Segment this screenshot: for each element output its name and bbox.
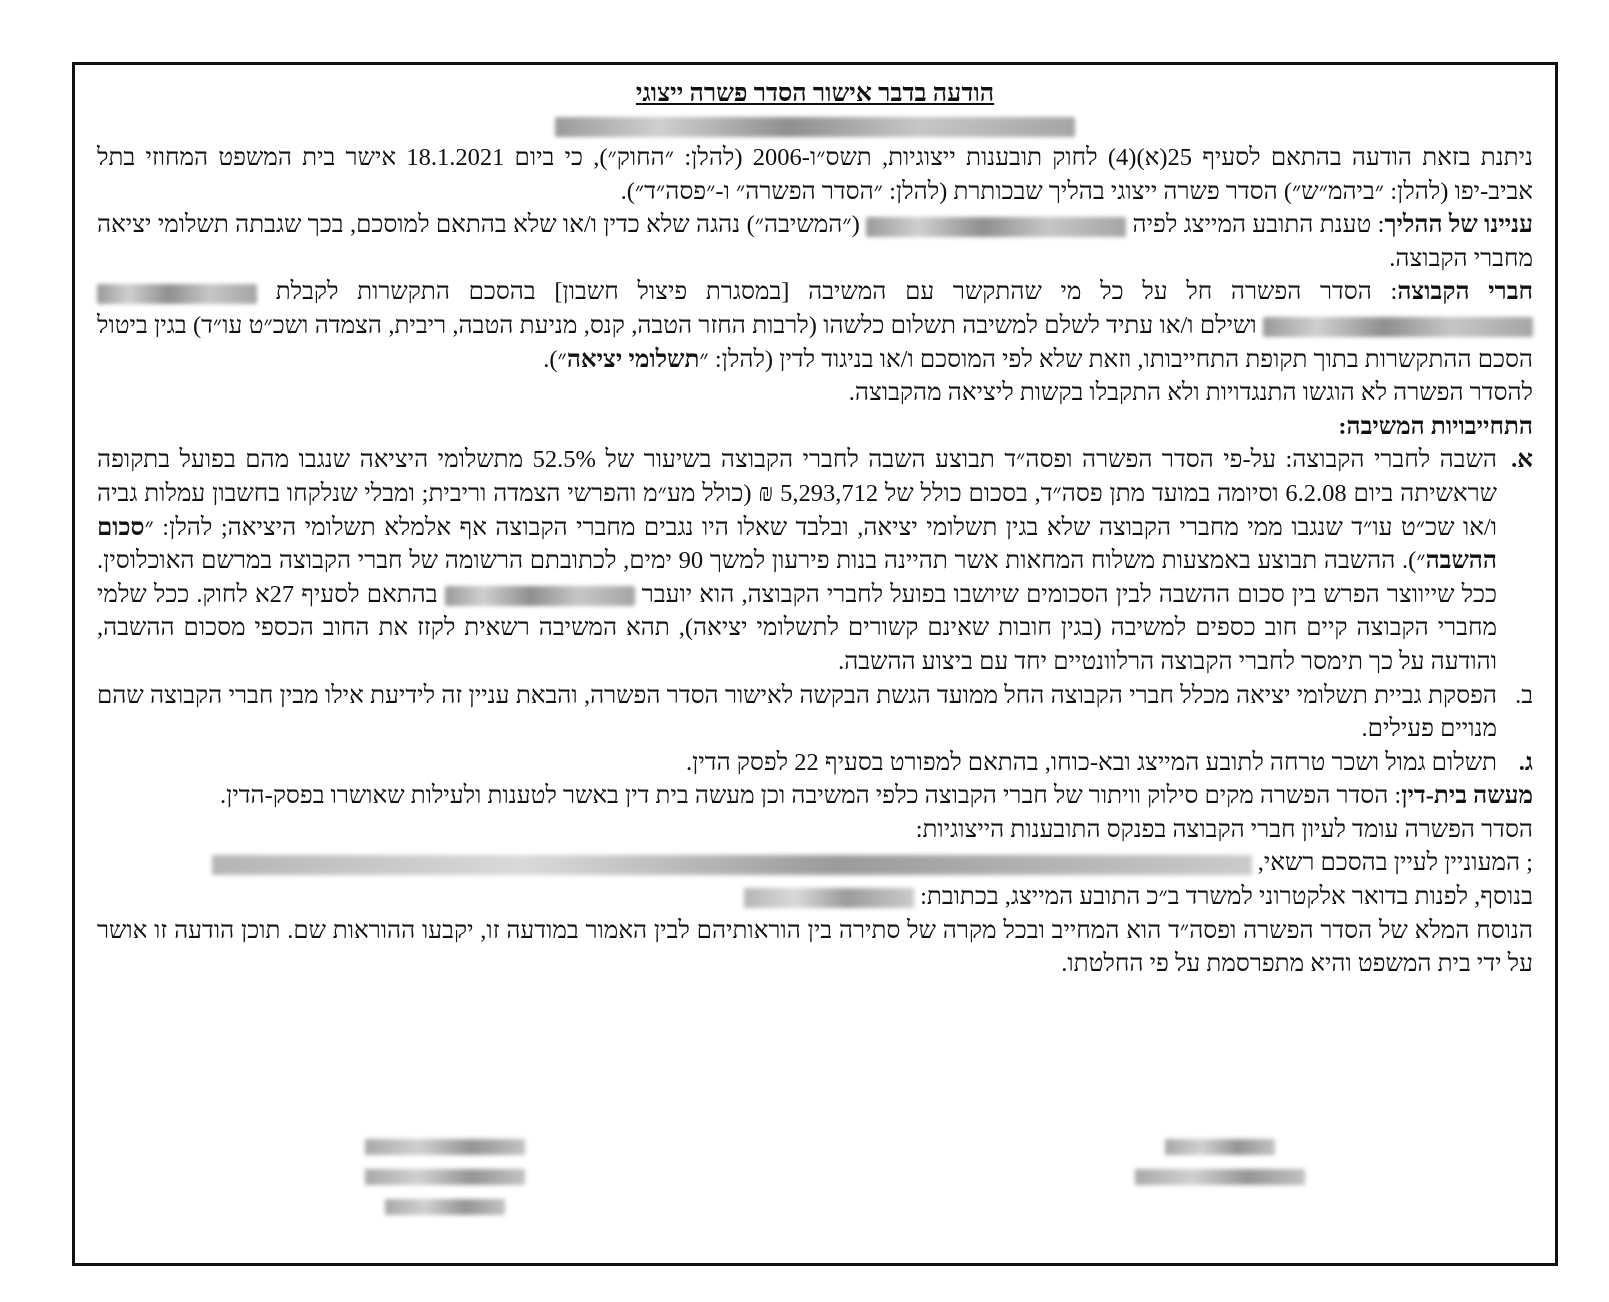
obligation-item-b (97, 679, 1533, 746)
group-text-b: ושילם ו/או עתיד לשלם למשיבה תשלום כלשהו (לרבות החזר הטבה, קנס, מניעת הטבה, ריבית, הצמדה ושכ״ט עו״ד) בגין ביטול הסכם ההתקשרות בתוך תקופת התחייבותו, וזאת שלא לפי המוסכם ו/או בניגוד לדין (להלן: ״ (97, 311, 1533, 373)
email-paragraph (97, 880, 1533, 914)
item-c-marker: ג. (1518, 748, 1533, 776)
redaction-email-address (744, 888, 914, 908)
subject-label: עניינו של ההליך (1384, 211, 1534, 239)
group-paragraph (97, 275, 1533, 376)
res-judicata-label: מעשה בית-דין (1401, 782, 1533, 810)
redaction-fund-name (445, 586, 635, 606)
item-a-term: סכום ההשבה (97, 513, 1497, 575)
interested-line: ; המעוניין לעיין בהסכם רשאי, (1257, 849, 1533, 877)
redaction-signature-right-1 (1165, 1139, 1275, 1155)
signature-block-left (365, 1139, 525, 1215)
registry-paragraph: הסדר הפשרה עומד לעיון חברי הקבוצה בפנקס התובענות הייצוגיות: (915, 815, 1533, 843)
case-caption-redacted (97, 111, 1533, 141)
no-objections-paragraph: להסדר הפשרה לא הוגשו התנגדויות ולא התקבלו בקשות ליציאה מהקבוצה. (848, 379, 1533, 407)
subject-paragraph (97, 208, 1533, 275)
item-a-text-3: בהתאם לסעיף 27א לחוק. ככל שלמי מחברי הקבוצה קיים חוב כספים למשיבה (בגין חובות שאינם קשורים לתשלומי יציאה), תהא המשיבה רשאית לקזז את החוב הכספי מסכום ההשבה, והודעה על כך תימסר לחברי הקבוצה הרלוונטיים יחד עם ביצוע ההשבה. (97, 580, 1497, 675)
item-b-text: הפסקת גביית תשלומי יציאה מכלל חברי הקבוצה החל ממועד הגשת הבקשה לאישור הסדר הפשרה, והבאת עניין זה לידיעת אילו מבין חברי הקבוצה שהם מנויים פעילים. (97, 681, 1497, 743)
res-judicata-paragraph (97, 779, 1533, 813)
group-text-a: : הסדר הפשרה חל על כל מי שהתקשר עם המשיבה [במסגרת פיצול חשבון] בהסכם התקשרות לקבלת (275, 278, 1398, 306)
redaction-signature-left-3 (385, 1199, 505, 1215)
redaction-registry-url (212, 855, 1252, 875)
redaction-signature-left-1 (365, 1139, 525, 1155)
email-line: בנוסף, לפנות בדואר אלקטרוני למשרד ב״כ התובע המייצג, בכתובת: (920, 883, 1533, 911)
redaction-service-name-1 (97, 284, 257, 304)
intro-paragraph: ניתנת בזאת הודעה בהתאם לסעיף 25(א)(4) לחוק תובענות ייצוגיות, תשס״ו-2006 (להלן: ״החוק״), כי ביום 18.1.2021 אישר בית המשפט המחוזי בתל אביב-יפו (להלן: ״ביהמ״ש״) הסדר פשרה ייצוגי בהליך שבכותרת (להלן: ״הסדר הפשרה״ ו-״פסה״ד״). (97, 144, 1534, 205)
obligation-item-c (97, 746, 1533, 780)
notice-body (97, 77, 1533, 981)
redaction-case-caption (555, 117, 1075, 137)
item-a-text-1: השבה לחברי הקבוצה: על-פי הסדר הפשרה ופסה״ד תבוצע השבה לחברי הקבוצה בשיעור של 52.5% מתשלומי היציאה שנגבו מהם בפועל בתקופה שראשיתה ביום 6.2.08 וסיומה במועד מתן פסה״ד, בסכום כולל של 5,293,712 ₪ (כולל מע״מ והפרשי הצמדה וריבית; ומבלי שנלקחו בחשבון עמלות גביה ו/או שכ״ט עו״ד שנגבו ממי מחברי הקבוצה שלא בגין תשלומי יציאה, ובלבד שאלו היו נגבים מחברי הקבוצה אף אלמלא תשלומי היציאה; להלן: ״ (97, 446, 1498, 541)
redaction-signature-left-2 (365, 1169, 525, 1185)
redaction-service-name-2 (1263, 317, 1533, 337)
redaction-signature-right-2 (1135, 1169, 1305, 1185)
group-label: חברי הקבוצה (1397, 278, 1534, 306)
item-b-marker: ב. (1515, 681, 1533, 709)
item-c-text: תשלום גמול ושכר טרחה לתובע המייצג ובא-כוחו, בהתאם למפורט בסעיף 22 לפסק הדין. (686, 748, 1497, 776)
signatures-area (75, 1139, 1555, 1249)
res-judicata-text: : הסדר הפשרה מקים סילוק וויתור של חברי הקבוצה כלפי המשיבה וכן מעשה בית דין באשר לטענות ולעילות שאושרו בפסק-הדין. (219, 782, 1402, 810)
subject-text-b: (״המשיבה״) נהגה שלא כדין ו/או שלא בהתאם למוסכם, בכך שגבתה תשלומי יציאה מחברי הקבוצה. (97, 211, 1533, 272)
obligation-item-a (97, 443, 1533, 678)
signature-block-right (1135, 1139, 1305, 1185)
group-term: תשלומי יציאה (566, 345, 700, 373)
notice-title: הודעה בדבר אישור הסדר פשרה ייצוגי (635, 80, 995, 107)
subject-text-a: : טענת התובע המייצג לפיה (1132, 211, 1385, 239)
registry-link-paragraph (97, 846, 1533, 880)
group-text-c: ״). (543, 345, 567, 373)
obligations-heading: התחייבויות המשיבה: (1338, 412, 1533, 440)
item-a-text-2: ״). ההשבה תבוצע באמצעות משלוח המחאות אשר תהיינה בנות פירעון למשך 90 ימים, לכתובתם הרשומה של חברי הקבוצה במרשם האוכלוסין. ככל שייווצר הפרש בין סכום ההשבה לבין הסכומים שיושבו בפועל לחברי הקבוצה, הוא יועבר (97, 547, 1497, 608)
notice-frame (72, 62, 1558, 1266)
redaction-respondent-name (866, 217, 1126, 237)
closing-paragraph: הנוסח המלא של הסדר הפשרה ופסה״ד הוא המחייב ובכל מקרה של סתירה בין הוראותיהם לבין האמור במודעה זו, יקבעו ההוראות שם. תוכן הודעה זו אושר על ידי בית המשפט והיא מתפרסמת על פי החלטתו. (97, 916, 1533, 978)
item-a-marker: א. (1511, 446, 1533, 474)
